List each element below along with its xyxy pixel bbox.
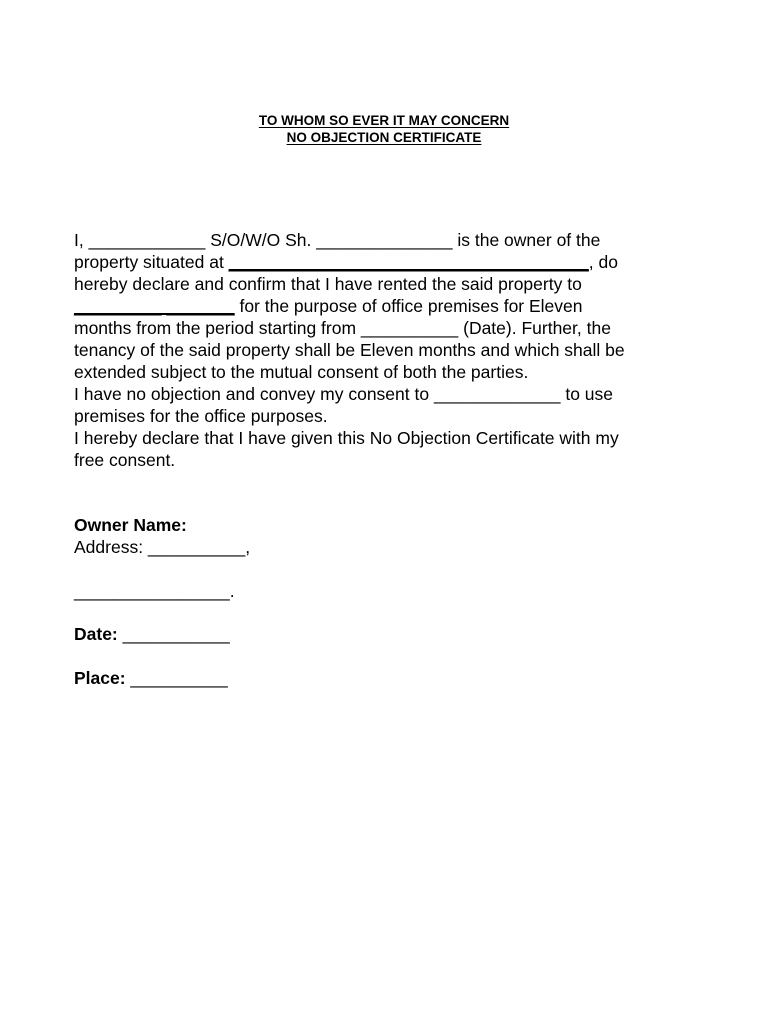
place-field <box>74 667 228 689</box>
date-blank: ___________ <box>117 624 230 644</box>
body-line-6: tenancy of the said property shall be Eleven months and which shall be <box>74 340 625 360</box>
tenant-name-blank: _________ _______ <box>74 296 235 316</box>
body-line-11: free consent. <box>74 450 176 470</box>
body-line-1: I, ____________ S/O/W/O Sh. ______________ is the owner of the <box>74 230 601 250</box>
date-field <box>74 623 230 645</box>
body-line-8: I have no objection and convey my consent to _____________ to use <box>74 384 614 404</box>
body-line-10: I hereby declare that I have given this No Objection Certificate with my <box>74 428 619 448</box>
body-line-9: premises for the office purposes. <box>74 406 328 426</box>
heading-noc-title: NO OBJECTION CERTIFICATE <box>286 130 482 145</box>
body-line-3: hereby declare and confirm that I have rented the said property to <box>74 274 582 294</box>
body-line-7: extended subject to the mutual consent of both the parties. <box>74 362 529 382</box>
property-address-blank: _____________________________________ <box>228 252 589 272</box>
owner-name-label: Owner Name: <box>74 515 187 535</box>
place-blank: __________ <box>125 668 228 688</box>
body-line-5: months from the period starting from __________ (Date). Further, the <box>74 318 611 338</box>
date-label: Date: <box>74 624 118 644</box>
address-line-2: ________________. <box>74 581 235 601</box>
place-label: Place: <box>74 668 126 688</box>
address-line: Address: __________, <box>74 537 251 557</box>
declaration-paragraph <box>74 229 714 471</box>
body-line-2: property situated at _____________________________________, do <box>74 252 618 272</box>
heading-to-whom: TO WHOM SO EVER IT MAY CONCERN <box>258 113 510 128</box>
body-line-4: _________ _______ for the purpose of office premises for Eleven <box>74 296 583 316</box>
